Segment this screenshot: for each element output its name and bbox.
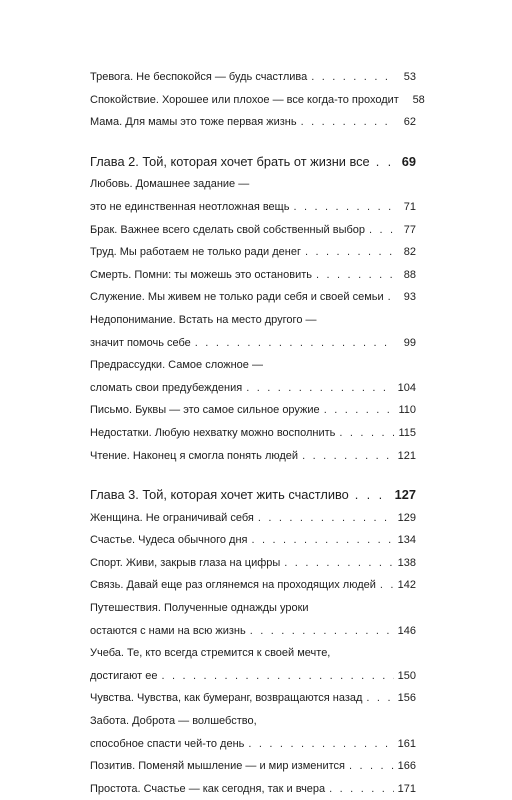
toc-entry-title: Любовь. Домашнее задание —	[90, 178, 250, 191]
toc-entry-title: Труд. Мы работаем не только ради денег	[90, 246, 301, 259]
leader-dots	[250, 620, 394, 643]
toc-entry	[90, 552, 416, 575]
toc-entry-page: 104	[397, 381, 416, 394]
toc-entry	[90, 219, 416, 242]
leader-dots	[195, 332, 394, 355]
toc-entry-page: 138	[397, 556, 416, 569]
toc-entry	[90, 89, 425, 112]
toc-entry	[90, 241, 416, 264]
leader-dots	[252, 529, 394, 552]
toc-entry-title: Недопонимание. Встать на место другого —	[90, 313, 317, 326]
toc-entry-title: Учеба. Те, кто всегда стремится к своей мечте,	[90, 647, 331, 660]
leader-dots	[305, 241, 394, 264]
leader-dots	[258, 507, 394, 530]
toc-entry-page: 150	[397, 669, 416, 682]
leader-dots	[246, 377, 393, 400]
toc-entry-page: 58	[412, 93, 425, 106]
toc-entry-page: 82	[403, 246, 416, 259]
toc-entry-page: 129	[397, 511, 416, 524]
toc-entry	[90, 507, 416, 530]
leader-dots	[311, 66, 394, 89]
toc-entry	[90, 264, 416, 287]
chapter-heading	[90, 151, 416, 174]
leader-dots	[366, 687, 393, 710]
toc-entry-title: способное спасти чей-то день	[90, 737, 245, 750]
toc-entry-page: 156	[397, 692, 416, 705]
toc-entry	[90, 377, 416, 400]
toc-entry-title: Тревога. Не беспокойся — будь счастлива	[90, 71, 308, 83]
leader-dots	[339, 422, 394, 445]
toc-entry	[90, 778, 416, 800]
toc-entry-page: 146	[397, 624, 416, 637]
toc-entry-title: Простота. Счастье — как сегодня, так и вчера	[90, 782, 326, 795]
chapter-heading	[90, 484, 416, 507]
toc-entry-title: Чтение. Наконец я смогла понять людей	[90, 449, 299, 462]
toc-entry-page: 53	[403, 71, 416, 83]
toc-entry	[90, 620, 416, 643]
toc-entry-title: Позитив. Поменяй мышление — и мир изменится	[90, 760, 345, 773]
toc-entry-title: Спокойствие. Хорошее или плохое — все когда-то проходит	[90, 93, 399, 106]
toc-entry-title: Мама. Для мамы это тоже первая жизнь	[90, 116, 297, 129]
toc-entry	[90, 111, 416, 134]
toc-entry	[90, 665, 416, 688]
toc-entry-page: 110	[398, 404, 416, 417]
leader-dots	[376, 151, 396, 174]
table-of-contents	[90, 66, 425, 800]
toc-entry-title: Смерть. Помни: ты можешь это остановить	[90, 268, 313, 281]
toc-entry	[90, 66, 416, 89]
leader-dots	[161, 665, 393, 688]
toc-entry	[90, 445, 416, 468]
leader-dots	[284, 552, 393, 575]
leader-dots	[355, 484, 389, 507]
leader-dots	[301, 111, 394, 134]
toc-entry-page: 62	[403, 116, 416, 129]
toc-entry-page: 71	[403, 200, 416, 213]
toc-entry-page: 121	[397, 449, 416, 462]
toc-entry-title: Спорт. Живи, закрыв глаза на цифры	[90, 556, 281, 569]
leader-dots	[388, 286, 394, 309]
toc-entry	[90, 399, 416, 422]
leader-dots	[369, 219, 394, 242]
toc-entry-page: 161	[397, 737, 416, 750]
toc-entry-page: 77	[403, 223, 416, 236]
toc-entry-page: 93	[403, 291, 416, 304]
toc-entry-page: 166	[397, 760, 416, 773]
toc-entry-title: Брак. Важнее всего сделать свой собственный выбор	[90, 223, 366, 236]
toc-entry-page: 115	[398, 426, 416, 439]
toc-entry	[90, 529, 416, 552]
toc-entry	[90, 733, 416, 756]
toc-entry	[90, 422, 416, 445]
leader-dots	[324, 399, 394, 422]
leader-dots	[349, 755, 394, 778]
toc-entry	[90, 332, 416, 355]
toc-entry-title: остаются с нами на всю жизнь	[90, 624, 246, 637]
toc-entry	[90, 574, 416, 597]
toc-entry	[90, 687, 416, 710]
toc-entry-page: 134	[397, 534, 416, 547]
leader-dots	[329, 778, 393, 800]
toc-entry-title: Счастье. Чудеса обычного дня	[90, 534, 248, 547]
toc-entry-title: Чувства. Чувства, как бумеранг, возвращаются назад	[90, 692, 363, 705]
toc-entry-title: Недостатки. Любую нехватку можно восполнить	[90, 426, 336, 439]
toc-entry-title: значит помочь себе	[90, 336, 191, 349]
toc-entry	[90, 196, 416, 219]
toc-entry-title: Предрассудки. Самое сложное —	[90, 359, 263, 372]
toc-entry	[90, 286, 416, 309]
toc-entry-title: это не единственная неотложная вещь	[90, 200, 290, 213]
toc-entry	[90, 755, 416, 778]
toc-entry-title: Путешествия. Полученные однажды уроки	[90, 602, 309, 615]
toc-entry-page: 171	[397, 782, 416, 795]
chapter-page: 127	[394, 487, 416, 503]
leader-dots	[293, 196, 394, 219]
chapter-title: Глава 3. Той, которая хочет жить счастливо	[90, 487, 349, 503]
chapter-title: Глава 2. Той, которая хочет брать от жизни все	[90, 153, 370, 169]
toc-entry-title: Забота. Доброта — волшебство,	[90, 715, 257, 728]
toc-entry-title: достигают ее	[90, 669, 158, 682]
toc-entry-title: Связь. Давай еще раз оглянемся на проходящих людей	[90, 579, 376, 592]
chapter-page: 69	[401, 153, 416, 169]
toc-entry-title: Женщина. Не ограничивай себя	[90, 511, 254, 524]
leader-dots	[316, 264, 394, 287]
leader-dots	[380, 574, 394, 597]
leader-dots	[302, 445, 394, 468]
toc-entry-page: 88	[403, 268, 416, 281]
toc-entry-page: 142	[397, 579, 416, 592]
leader-dots	[248, 733, 393, 756]
toc-entry-page: 99	[403, 336, 416, 349]
toc-entry-title: сломать свои предубеждения	[90, 381, 243, 394]
toc-entry-title: Письмо. Буквы — это самое сильное оружие	[90, 404, 320, 417]
toc-entry-title: Служение. Мы живем не только ради себя и своей семьи	[90, 291, 384, 304]
